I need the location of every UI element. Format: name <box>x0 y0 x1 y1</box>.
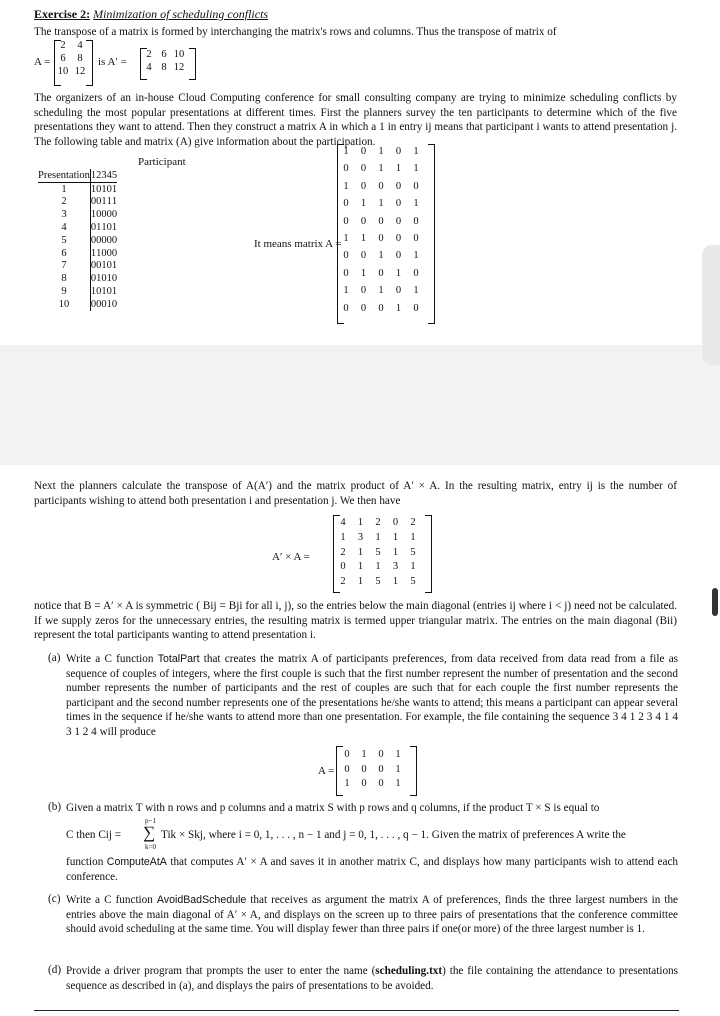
matrix-cell: 0 <box>413 215 419 227</box>
matrix-cell: 0 <box>413 302 419 314</box>
matrix-cell: 0 <box>413 180 419 192</box>
matrix-cell: 1 <box>413 285 419 297</box>
part-d-text <box>66 964 678 993</box>
matrix-cell: 2 <box>340 546 346 558</box>
matrix-cell: 1 <box>343 146 349 157</box>
table-row <box>38 298 117 311</box>
matrix-cell: 1 <box>410 561 416 573</box>
matrix-cell: 1 <box>375 531 381 543</box>
table-cell: 1 <box>111 183 118 195</box>
participant-number: 9 <box>38 285 90 298</box>
table-cell: 0 <box>106 286 112 298</box>
matrix-cell: 1 <box>357 576 364 588</box>
matrix-cell: 4 <box>340 517 346 528</box>
participant-number: 10 <box>38 298 90 311</box>
table-cell: 0 <box>96 196 102 208</box>
matrix-cell: 1 <box>413 163 419 175</box>
formula-pre: C then Cij = <box>66 829 122 841</box>
matrix-cell: 0 <box>395 250 402 262</box>
transpose-intro: The transpose of a matrix is formed by interchanging the matrix's rows and columns. Thus the transpose of matrix of <box>34 26 557 38</box>
matrix-cell: 0 <box>344 763 350 775</box>
organizers-paragraph: The organizers of an in-house Cloud Computing conference for small consulting company are trying to minimize scheduling conflicts by scheduling the most popular presentations at different times. First the planners survey the ten participants to determine which of the five presentations they want to attend. Then they construct a matrix A in which a 1 in entry ij means that participant i wants to attend presentation j. The following table and matrix (A) give information about the participation. <box>34 92 677 148</box>
matrix-cell: 6 <box>161 49 167 60</box>
matrix-cell: 4 <box>146 62 152 73</box>
sum-lower: k=0 <box>145 843 156 851</box>
matrix-cell: 0 <box>360 250 367 262</box>
matrix-cell: 1 <box>392 576 399 588</box>
part-b-line1: Given a matrix T with n rows and p columns and a matrix S with p rows and q columns, if the product T × S is equal to <box>66 802 600 814</box>
matrix-cell: 10 <box>173 49 185 60</box>
participant-number: 6 <box>38 247 90 260</box>
table-row <box>38 285 117 298</box>
table-row <box>38 272 117 285</box>
matrix-cell: 1 <box>378 146 384 157</box>
table-cell: 0 <box>101 247 107 259</box>
matrix-cell: 1 <box>410 531 416 543</box>
matrix-cell: 1 <box>357 517 364 528</box>
part-b-pre: function <box>66 856 104 868</box>
exercise-subtitle: Minimization of scheduling conflicts <box>93 7 269 21</box>
matrix-cell: 1 <box>340 531 346 543</box>
matrix-cell: 12 <box>173 62 185 73</box>
matrix-cell: 0 <box>361 778 367 789</box>
table-cell: 0 <box>111 298 118 310</box>
matrix-cell: 1 <box>360 267 367 279</box>
part-c-before: Write a C function <box>66 894 153 906</box>
matrix-cell: 1 <box>392 531 399 543</box>
table-row <box>38 247 117 260</box>
matrix-cell: 1 <box>413 146 419 157</box>
matrix-cell: 0 <box>378 233 384 244</box>
matrix-cell: 0 <box>343 250 349 262</box>
produced-a-label: A = <box>318 765 335 777</box>
part-b-post: that computes A′ × A and saves it in another matrix C, and displays how many participants wish to attend each conference. <box>66 856 679 883</box>
part-d-before: Provide a driver program that prompts the user to enter the name ( <box>66 965 376 977</box>
right-bracket <box>425 515 432 593</box>
matrix-cell: 0 <box>360 146 367 157</box>
table-header-row <box>38 169 117 182</box>
matrix-cell: 0 <box>360 163 367 175</box>
table-cell: 1 <box>90 183 97 195</box>
column-header: 2 <box>96 169 102 181</box>
table-cell: 0 <box>90 234 97 246</box>
table-cell: 0 <box>90 222 97 234</box>
example-a-label: A = <box>34 56 51 68</box>
matrix-cell: 0 <box>395 285 402 297</box>
matrix-cell: 0 <box>360 285 367 297</box>
table-cell: 1 <box>101 222 107 234</box>
matrix-cell: 0 <box>360 180 367 192</box>
table-cell: 0 <box>96 260 102 272</box>
table-cell: 0 <box>90 196 97 208</box>
matrix-cell: 1 <box>361 749 367 760</box>
top-page-section <box>0 0 720 345</box>
formula-post: Tik × Skj, where i = 0, 1, . . . , n − 1 and j = 0, 1, . . . , q − 1. Given the matrix of preferences A write the <box>161 829 626 841</box>
table-cell: 0 <box>96 234 102 246</box>
right-bracket <box>189 48 196 80</box>
matrix-cell: 0 <box>343 215 349 227</box>
fn-totalpart: TotalPart <box>157 653 200 665</box>
part-d-label: (d) <box>48 964 62 976</box>
part-c-text <box>66 893 678 937</box>
table-cell: 1 <box>90 286 97 298</box>
matrix-cell: 0 <box>378 267 384 279</box>
matrix-cell: 1 <box>378 163 384 175</box>
table-cell: 0 <box>90 273 97 285</box>
matrix-cell: 0 <box>395 146 402 157</box>
matrix-cell: 2 <box>375 517 381 528</box>
table-row <box>38 208 117 221</box>
table-cell: 1 <box>106 298 112 310</box>
matrix-cell: 0 <box>392 517 399 528</box>
matrix-cell: 1 <box>395 749 401 760</box>
participation-grid <box>38 169 117 311</box>
table-cell: 1 <box>101 286 107 298</box>
transpose-product-paragraph: Next the planners calculate the transpose of A(A′) and the matrix product of A′ × A. In the resulting matrix, entry ij is the number of participants wishing to attend both presentation i and presentation j. We then have <box>34 480 677 507</box>
matrix-cell: 1 <box>395 302 402 314</box>
table-cell: 0 <box>111 247 118 259</box>
table-row <box>38 182 117 195</box>
right-bracket <box>86 40 93 86</box>
part-a-label: (a) <box>48 652 61 664</box>
matrix-cell: 3 <box>392 561 399 573</box>
table-cell: 0 <box>106 247 112 259</box>
part-b-text <box>66 855 678 884</box>
matrix-cell: 1 <box>343 233 349 244</box>
participant-number: 4 <box>38 221 90 234</box>
fn-computeata: ComputeAtA <box>106 856 167 868</box>
matrix-cell: 4 <box>77 40 83 51</box>
matrix-cell: 1 <box>378 250 384 262</box>
part-b-label: (b) <box>48 801 62 813</box>
table-cell: 1 <box>111 196 118 208</box>
matrix-cell: 1 <box>378 198 384 210</box>
matrix-cell: 0 <box>340 561 346 573</box>
table-cell: 1 <box>111 222 118 234</box>
matrix-cell: 1 <box>395 163 402 175</box>
matrix-cell: 5 <box>410 546 416 558</box>
table-cell: 1 <box>101 196 107 208</box>
table-cell: 0 <box>106 209 112 221</box>
participant-number: 1 <box>38 182 90 195</box>
table-cell: 0 <box>96 286 102 298</box>
table-cell: 0 <box>101 209 107 221</box>
column-header: 3 <box>101 169 107 181</box>
participant-number: 3 <box>38 208 90 221</box>
matrix-cell: 0 <box>413 233 419 244</box>
table-cell: 0 <box>101 234 107 246</box>
participant-number: 5 <box>38 234 90 247</box>
matrix-cell: 0 <box>395 215 402 227</box>
matrix-cell: 3 <box>357 531 364 543</box>
exercise-title <box>34 7 268 22</box>
matrix-a-label: It means matrix A = <box>254 238 342 250</box>
bottom-rule <box>34 1010 679 1011</box>
matrix-cell: 1 <box>375 561 381 573</box>
table-cell: 1 <box>111 260 118 272</box>
part-d-after: ) the file containing the attendance to presentations sequence as described in (a), and displays the pairs of presentations to be avoided. <box>66 965 678 992</box>
table-cell: 0 <box>111 273 118 285</box>
table-cell: 1 <box>101 260 107 272</box>
column-header: 5 <box>111 169 118 181</box>
table-cell: 0 <box>106 234 112 246</box>
table-cell: 1 <box>96 222 102 234</box>
matrix-cell: 5 <box>410 576 416 588</box>
matrix-cell: 1 <box>395 778 401 789</box>
matrix-cell: 1 <box>395 267 402 279</box>
matrix-cell: 8 <box>77 53 83 64</box>
table-row <box>38 234 117 247</box>
matrix-cell: 0 <box>343 198 349 210</box>
matrix-cell: 10 <box>57 66 69 77</box>
matrix-cell: 0 <box>378 180 384 192</box>
matrix-cell: 2 <box>340 576 346 588</box>
matrix-cell: 0 <box>413 267 419 279</box>
matrix-cell: 0 <box>378 763 384 775</box>
table-cell: 1 <box>90 247 97 259</box>
column-header: 1 <box>90 169 97 181</box>
table-cell: 1 <box>111 286 118 298</box>
matrix-cell: 1 <box>357 561 364 573</box>
product-label: A′ × A = <box>272 551 310 563</box>
scrollbar-thumb[interactable] <box>712 588 718 616</box>
matrix-cell: 2 <box>410 517 416 528</box>
table-cell: 0 <box>111 234 118 246</box>
table-cell: 0 <box>101 273 107 285</box>
participant-number: 2 <box>38 196 90 209</box>
matrix-cell: 0 <box>395 198 402 210</box>
matrix-cell: 8 <box>161 62 167 73</box>
matrix-cell: 0 <box>395 233 402 244</box>
bottom-page-section <box>0 465 720 1016</box>
table-cell: 0 <box>106 183 112 195</box>
part-b-formula-line <box>66 817 678 851</box>
matrix-cell: 0 <box>360 215 367 227</box>
matrix-cell: 0 <box>378 215 384 227</box>
part-a-before: Write a C function <box>66 653 154 665</box>
right-bracket <box>410 746 417 796</box>
example-at-label: is A′ = <box>98 56 127 68</box>
matrix-cell: 0 <box>395 180 402 192</box>
matrix-cell: 0 <box>378 302 384 314</box>
matrix-cell: 0 <box>343 267 349 279</box>
table-row <box>38 196 117 209</box>
table-cell: 0 <box>96 209 102 221</box>
part-c-label: (c) <box>48 893 61 905</box>
matrix-cell: 1 <box>343 180 349 192</box>
fn-avoidbadschedule: AvoidBadSchedule <box>156 894 247 906</box>
matrix-cell: 12 <box>74 66 86 77</box>
matrix-cell: 0 <box>378 778 384 789</box>
scroll-handle[interactable] <box>702 245 720 365</box>
part-c-after: that receives as argument the matrix A of preferences, finds the three largest numbers in the entries above the main diagonal of A′ × A, and displays on the screen up to three pairs of presentations that the conference committee should avoid scheduling at the same time. You will display fewer than three pairs if one(or more) of the three largest number is 1. <box>66 894 679 936</box>
matrix-cell: 2 <box>60 40 66 51</box>
matrix-cell: 1 <box>413 250 419 262</box>
sum-icon: ∑ <box>143 823 156 842</box>
matrix-cell: 1 <box>360 198 367 210</box>
page-gap <box>0 345 720 465</box>
table-cell: 0 <box>90 298 97 310</box>
matrix-cell: 1 <box>378 285 384 297</box>
participant-number: 8 <box>38 272 90 285</box>
table-cell: 1 <box>101 183 107 195</box>
table-cell: 0 <box>101 298 107 310</box>
table-cell: 0 <box>96 298 102 310</box>
part-a-text <box>66 652 678 740</box>
matrix-cell: 6 <box>60 53 66 64</box>
matrix-cell: 1 <box>395 763 401 775</box>
matrix-cell: 0 <box>343 163 349 175</box>
column-header: 4 <box>106 169 112 181</box>
matrix-cell: 5 <box>375 576 381 588</box>
part-a-after: that creates the matrix A of participants preferences, from data received from data read from a file as sequence of couples of integers, where the first couple is such that the first number represent the number of presentation and the second number represents the number of participants and the rest of couples are such that for each couple the first number represents the participant and the second number represents one of the presentations he/she wants to attend; this means a participant can appear several times in the sequence if he/she wants to attend more than one presentation. For example, the file containing the sequence 3 4 1 2 3 4 1 4 3 1 2 4 will produce <box>66 653 679 738</box>
table-row <box>38 260 117 273</box>
matrix-cell: 0 <box>361 763 367 775</box>
matrix-cell: 0 <box>343 302 349 314</box>
matrix-cell: 2 <box>146 49 152 60</box>
table-cell: 0 <box>106 222 112 234</box>
right-bracket <box>428 144 435 324</box>
table-cell: 1 <box>96 273 102 285</box>
presentation-header: Presentation <box>38 169 90 181</box>
table-cell: 0 <box>111 209 118 221</box>
table-cell: 0 <box>96 183 102 195</box>
table-cell: 1 <box>106 196 112 208</box>
table-row <box>38 221 117 234</box>
table-cell: 0 <box>90 260 97 272</box>
matrix-cell: 1 <box>360 233 367 244</box>
participant-header: Participant <box>138 156 186 168</box>
table-cell: 1 <box>96 247 102 259</box>
matrix-cell: 1 <box>413 198 419 210</box>
table-cell: 1 <box>90 209 97 221</box>
matrix-cell: 1 <box>392 546 399 558</box>
table-cell: 1 <box>106 273 112 285</box>
sum-upper: p−1 <box>145 817 156 825</box>
matrix-cell: 0 <box>360 302 367 314</box>
matrix-cell: 1 <box>344 778 350 789</box>
matrix-cell: 0 <box>378 749 384 760</box>
matrix-cell: 0 <box>344 749 350 760</box>
matrix-cell: 1 <box>343 285 349 297</box>
symmetric-note: notice that B = A′ × A is symmetric ( Bij = Bji for all i, j), so the entries below the main diagonal (entries ij where i < j) need not be calculated. If we supply zeros for the unnecessary entries, the resulting matrix is termed upper triangular matrix. The entries on the main diagonal (Bii) represent the total participants wanting to attend presentation i. <box>34 600 677 642</box>
matrix-cell: 1 <box>357 546 364 558</box>
filename: scheduling.txt <box>375 965 443 977</box>
participant-number: 7 <box>38 260 90 273</box>
exercise-label: Exercise 2: <box>34 7 91 21</box>
matrix-cell: 5 <box>375 546 381 558</box>
table-cell: 0 <box>106 260 112 272</box>
